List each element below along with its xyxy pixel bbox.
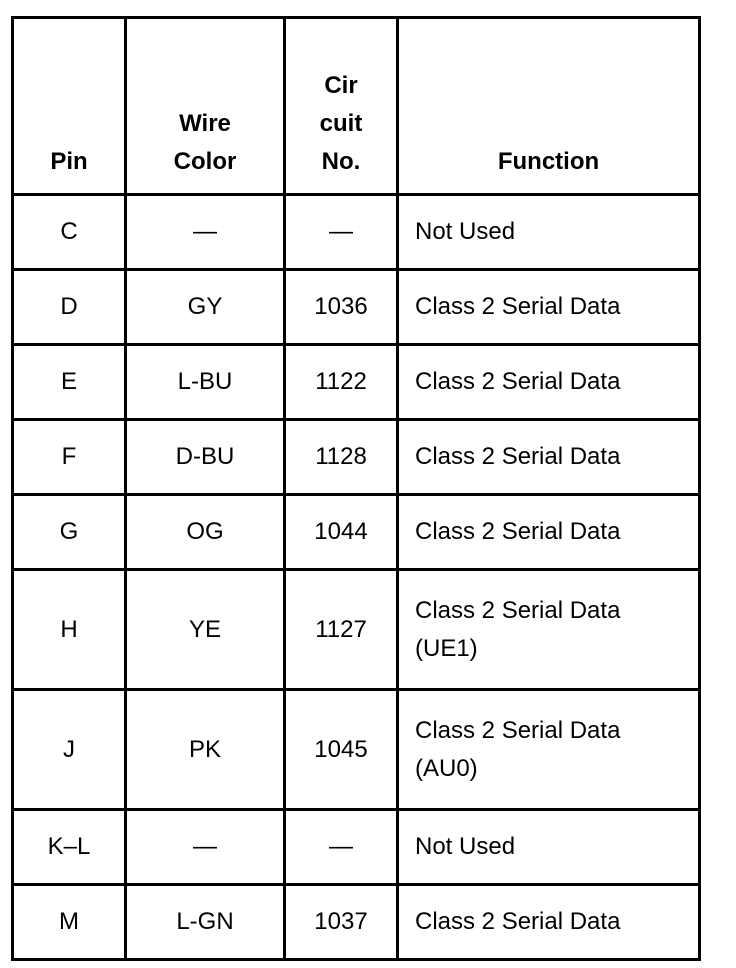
function-cell	[398, 690, 700, 810]
circuit-cell: —	[285, 195, 398, 270]
circuit-cell: 1044	[285, 495, 398, 570]
header-pin-label: Pin	[50, 148, 88, 175]
function-text: Not Used	[415, 218, 516, 245]
header-wire-color	[126, 18, 285, 195]
header-circuit-line-3: No.	[321, 148, 361, 175]
wire-color-cell: —	[126, 195, 285, 270]
circuit-cell: 1036	[285, 270, 398, 345]
wire-color-cell: OG	[126, 495, 285, 570]
header-function	[398, 18, 700, 195]
function-cell	[398, 570, 700, 690]
function-cell	[398, 495, 700, 570]
table-row	[13, 270, 700, 345]
header-circuit-line-2: cuit	[319, 110, 363, 137]
pin-cell: D	[13, 270, 126, 345]
table-row	[13, 885, 700, 960]
function-cell	[398, 345, 700, 420]
header-row	[13, 18, 700, 195]
connector-pin-table	[11, 16, 701, 961]
header-circuit-no	[285, 18, 398, 195]
function-text: Not Used	[415, 833, 516, 860]
pin-cell: C	[13, 195, 126, 270]
header-circuit-line-1: Cir	[324, 72, 358, 99]
table-row	[13, 570, 700, 690]
pin-cell: J	[13, 690, 126, 810]
wire-color-cell: YE	[126, 570, 285, 690]
function-text-note: (UE1)	[415, 634, 478, 662]
pin-cell: E	[13, 345, 126, 420]
function-cell	[398, 885, 700, 960]
function-text-note: (AU0)	[415, 754, 478, 782]
function-text: Class 2 Serial Data	[415, 368, 621, 395]
table-row	[13, 420, 700, 495]
function-text: Class 2 Serial Data	[415, 716, 621, 744]
function-text: Class 2 Serial Data	[415, 908, 621, 935]
circuit-cell: 1045	[285, 690, 398, 810]
table-row	[13, 810, 700, 885]
wire-color-cell: D-BU	[126, 420, 285, 495]
wire-color-cell: L-BU	[126, 345, 285, 420]
table-row	[13, 195, 700, 270]
function-cell	[398, 420, 700, 495]
wire-color-cell: PK	[126, 690, 285, 810]
function-cell	[398, 810, 700, 885]
function-cell	[398, 195, 700, 270]
header-wire-color-line-1: Wire	[179, 110, 231, 137]
wire-color-cell: L-GN	[126, 885, 285, 960]
wire-color-cell: GY	[126, 270, 285, 345]
table-row	[13, 690, 700, 810]
header-pin	[13, 18, 126, 195]
wire-color-cell: —	[126, 810, 285, 885]
circuit-cell: 1037	[285, 885, 398, 960]
pin-cell: M	[13, 885, 126, 960]
header-wire-color-line-2: Color	[173, 148, 237, 175]
table-row	[13, 495, 700, 570]
header-function-label: Function	[497, 148, 600, 175]
pin-cell: F	[13, 420, 126, 495]
pin-cell: H	[13, 570, 126, 690]
circuit-cell: 1127	[285, 570, 398, 690]
function-text: Class 2 Serial Data	[415, 443, 621, 470]
circuit-cell: —	[285, 810, 398, 885]
table-row	[13, 345, 700, 420]
pin-cell: G	[13, 495, 126, 570]
function-text: Class 2 Serial Data	[415, 518, 621, 545]
function-text: Class 2 Serial Data	[415, 293, 621, 320]
circuit-cell: 1122	[285, 345, 398, 420]
function-cell	[398, 270, 700, 345]
circuit-cell: 1128	[285, 420, 398, 495]
pin-cell: K–L	[13, 810, 126, 885]
function-text: Class 2 Serial Data	[415, 596, 621, 624]
